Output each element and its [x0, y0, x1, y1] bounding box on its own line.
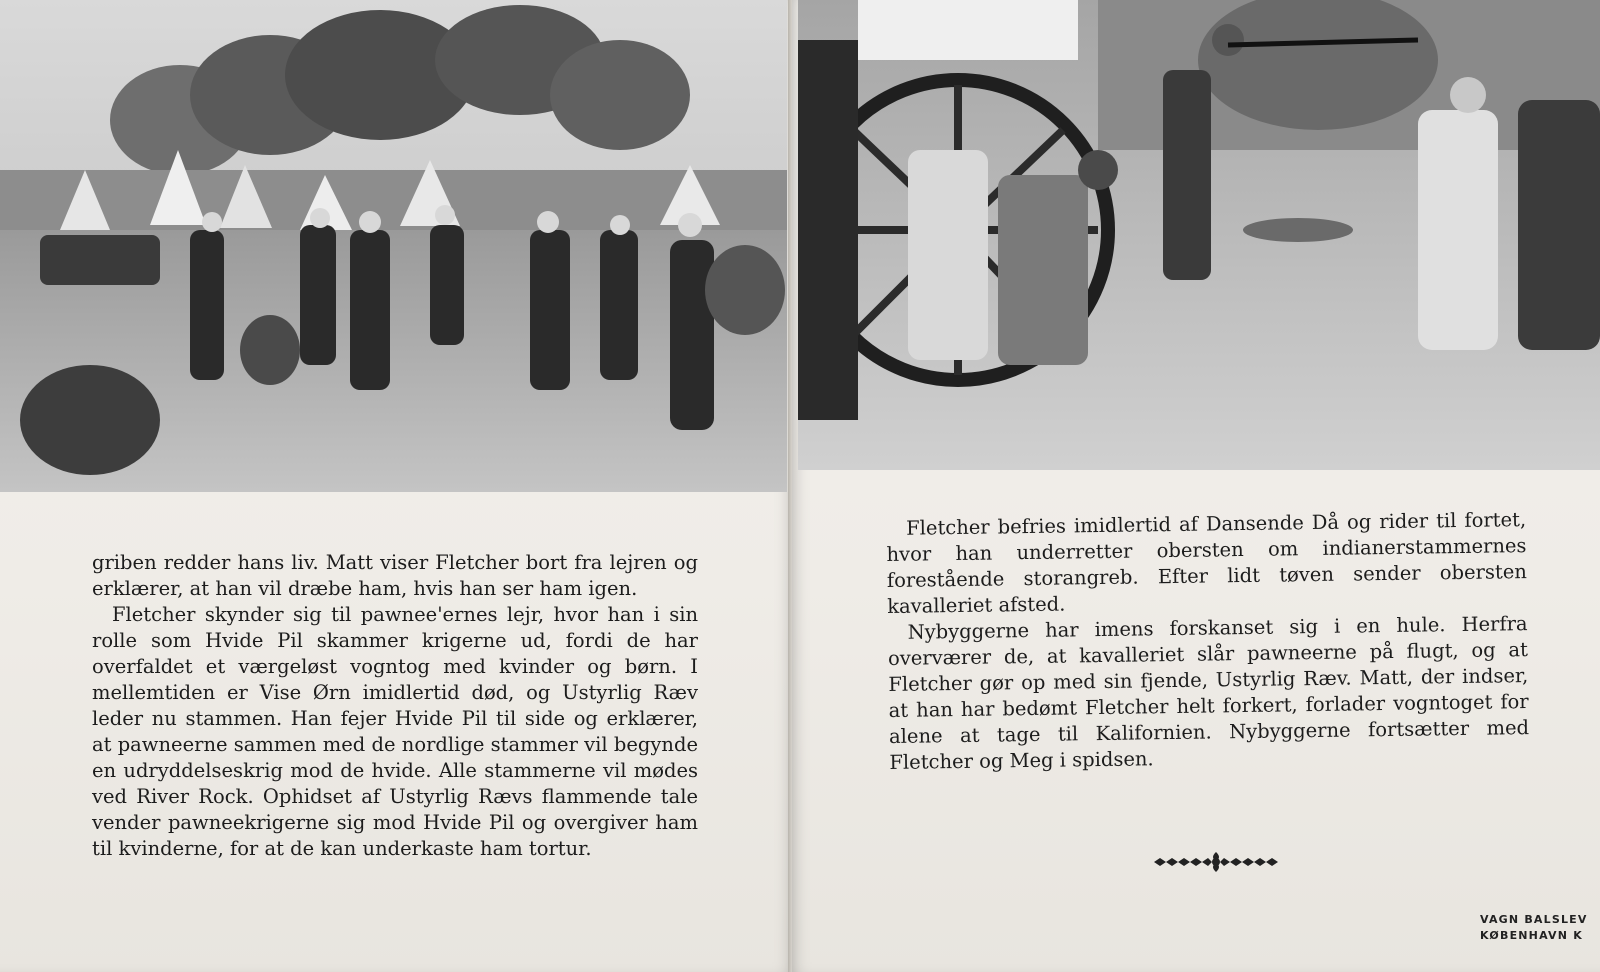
- publisher-imprint: [1480, 912, 1588, 944]
- right-paragraph-1: Fletcher befries imidlertid af Dansende Då og rider til fortet, hvor han underretter obersten om indianerstammernes forestående storangreb. Efter lidt tøven sender obersten kavalleriet afsted.: [886, 508, 1527, 618]
- right-page: [792, 0, 1600, 972]
- photo-riders-charging: [0, 0, 787, 492]
- right-paragraph-2: Nybyggerne har imens forskanset sig i en hule. Herfra overværer de, at kavalleriet slår pawneerne på flugt, og at Fletcher gør op med sin fjende, Ustyrlig Ræv. Matt, der indser, at han har bedømt Fletcher helt forkert, forlader vogntoget for alene at tage til Kalifornien. Nybyggerne fortsætter med Fletcher og Meg i spidsen.: [887, 612, 1530, 774]
- left-page-body: [92, 550, 698, 862]
- left-page: [0, 0, 792, 972]
- left-paragraph-2: Fletcher skynder sig til pawnee'ernes lejr, hvor han i sin rolle som Hvide Pil skammer krigerne ud, fordi de har overfaldet et værgeløst vogntog med kvinder og børn. I mellemtiden er Vise Ørn imidlertid død, og Ustyrlig Ræv leder nu stammen. Han fejer Hvide Pil til side og erklærer, at pawneerne sammen med de nordlige stammer vil begynde en udryddelseskrig mod de hvide. Alle stammerne vil mødes ved River Rock. Ophidset af Ustyrlig Rævs flammende tale vender pawneekrigerne sig mod Hvide Pil og overgiver ham til kvinderne, for at de kan underkaste ham tortur.: [92, 603, 698, 860]
- imprint-line-2: KØBENHAVN K: [1480, 929, 1583, 942]
- imprint-line-1: VAGN BALSLEV: [1480, 913, 1588, 926]
- right-page-body: [886, 507, 1530, 776]
- ornament-divider: [1152, 852, 1280, 872]
- left-paragraph-1: griben redder hans liv. Matt viser Fletcher bort fra lejren og erklærer, at han vil dræbe ham, hvis han ser ham igen.: [92, 551, 698, 600]
- photo-wagon-fight: [798, 0, 1600, 470]
